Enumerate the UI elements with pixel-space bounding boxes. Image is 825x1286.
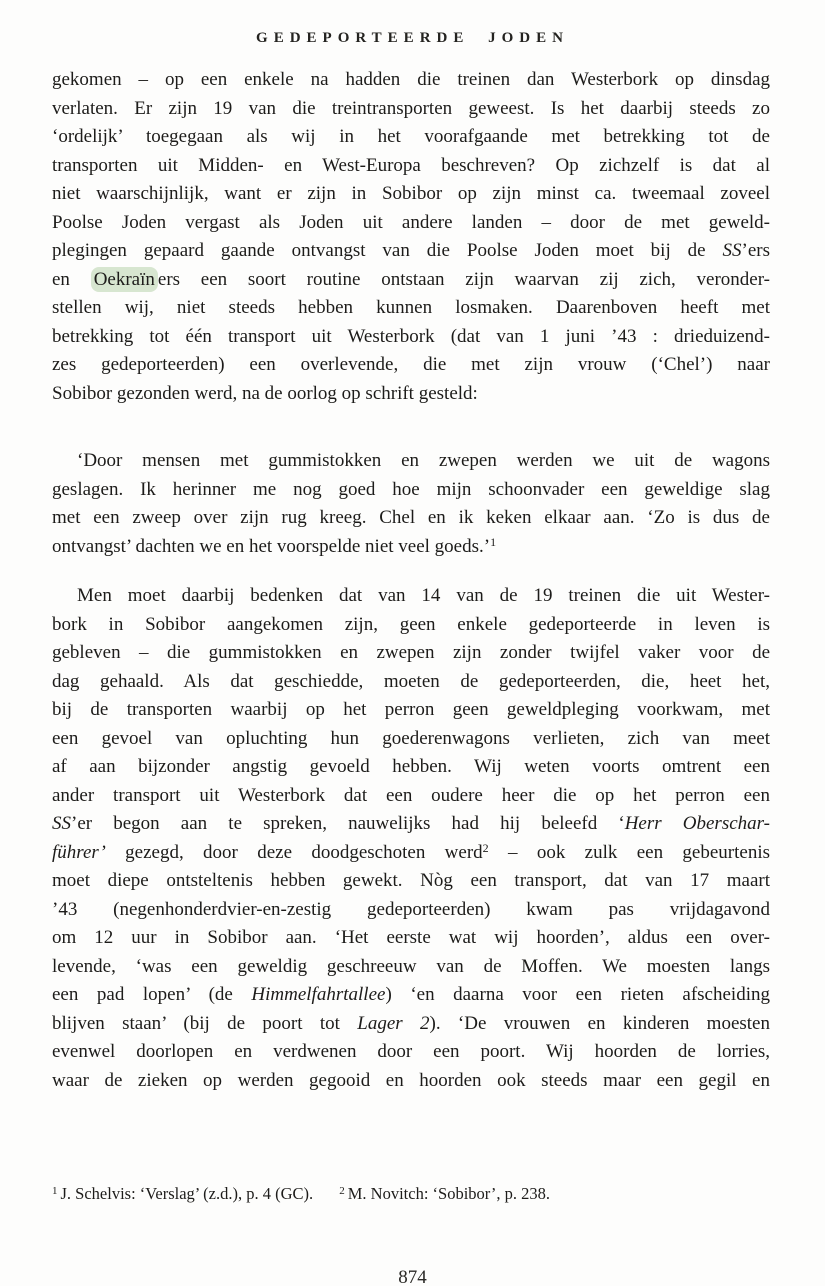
text-line [52, 810, 770, 839]
paragraph-main [52, 582, 770, 1095]
text-line [52, 725, 770, 754]
italic-text: führer’ [52, 841, 106, 863]
text-line [52, 323, 770, 352]
italic-text: Lager 2 [357, 1012, 430, 1034]
text-line [52, 782, 770, 811]
text-segment: moet diepe ontsteltenis hebben gewekt. Nòg een transport, dat van 17 maart [52, 870, 770, 891]
text-line [52, 611, 770, 640]
text-segment: een gevoel van opluchting hun goederenwagons verlieten, zich van meet [52, 727, 770, 749]
text-segment: ontvangst’ dachten we en het voorspelde niet veel goeds.’ [52, 535, 491, 557]
text-line [52, 380, 770, 409]
text-segment: ). ‘De vrouwen en kinderen moesten [429, 1012, 770, 1034]
text-segment: stellen wij, niet steeds hebben kunnen losmaken. Daarenboven heeft met [52, 297, 770, 318]
text-segment: ’er begon aan te spreken, nauwelijks had hij beleefd ‘ [71, 813, 625, 834]
text-segment: een pad lopen’ (de [52, 984, 252, 1005]
body-text [52, 66, 770, 1095]
text-line [52, 533, 770, 562]
text-segment: bork in Sobibor aangekomen zijn, geen enkele gedeporteerde in leven is [52, 613, 770, 635]
superscript-marker: 1 [490, 534, 497, 549]
text-segment: Poolse Joden vergast als Joden uit andere landen – door de met geweld- [52, 211, 770, 233]
text-segment: verlaten. Er zijn 19 van die treintransporten geweest. Is het daarbij steeds zo [52, 97, 770, 119]
text-segment: niet waarschijnlijk, want er zijn in Sobibor op zijn minst ca. tweemaal zoveel [52, 183, 770, 204]
text-line [52, 582, 770, 611]
text-segment: evenwel doorlopen en verdwenen door een poort. Wij hoorden de lorries, [52, 1041, 770, 1062]
text-line [52, 1038, 770, 1067]
text-segment: Sobibor gezonden werd, na de oorlog op schrift gesteld: [52, 382, 478, 404]
footnote-2 [339, 1184, 550, 1203]
highlight: Oekraïn [91, 267, 158, 292]
text-line [52, 476, 770, 505]
italic-text: Herr Oberschar- [624, 813, 770, 834]
text-line [52, 123, 770, 152]
text-line [52, 924, 770, 953]
text-segment: – ook zulk een gebeurtenis [488, 841, 770, 863]
page-number: 874 [398, 1267, 427, 1286]
text-line [52, 1010, 770, 1039]
text-segment: waar de zieken op werden gegooid en hoorden ook steeds maar een gegil en [52, 1069, 770, 1091]
text-segment: ander transport uit Westerbork dat een oudere heer die op het perron een [52, 784, 770, 806]
footnote-2-marker: 2 [339, 1185, 345, 1197]
text-segment: ’43 (negenhonderdvier-en-zestig gedeporteerden) kwam pas vrijdagavond [52, 898, 770, 920]
text-segment: af aan bijzonder angstig gevoeld hebben. Wij weten voorts omtrent een [52, 756, 770, 777]
text-line [52, 981, 770, 1010]
text-line [52, 753, 770, 782]
text-segment: zes gedeporteerden) een overlevende, die met zijn vrouw (‘Chel’) naar [52, 354, 770, 375]
paragraph-opening [52, 66, 770, 408]
text-segment: ers een soort routine ontstaan zijn waarvan zij zich, veronder- [157, 268, 770, 290]
text-line [52, 696, 770, 725]
text-segment: blijven staan’ (bij de poort tot [52, 1012, 358, 1034]
footnote-1 [52, 1184, 313, 1203]
text-segment: met een zweep over zijn rug kreeg. Chel en ik keken elkaar aan. ‘Zo is dus de [52, 507, 770, 528]
text-segment: gekomen – op een enkele na hadden die treinen dan Westerbork op dinsdag [52, 69, 770, 90]
block-quote [52, 447, 770, 561]
text-line [52, 504, 770, 533]
text-segment: Men moet daarbij bedenken dat van 14 van de 19 treinen die uit Wester- [77, 585, 770, 606]
italic-text: Himmelfahrtallee [251, 984, 386, 1005]
text-segment: om 12 uur in Sobibor aan. ‘Het eerste wat wij hoorden’, aldus een over- [52, 927, 770, 948]
text-line [52, 294, 770, 323]
text-line [52, 668, 770, 697]
text-line [52, 953, 770, 982]
text-line [52, 839, 770, 868]
text-line [52, 152, 770, 181]
running-head-title: GEDEPORTEERDE JODEN [256, 30, 569, 46]
text-segment: ) ‘en daarna voor een rieten afscheiding [385, 984, 770, 1005]
page-header [0, 29, 825, 47]
text-segment: betrekking tot één transport uit Westerbork (dat van 1 juni ’43 : drieduizend- [52, 325, 770, 347]
text-line [52, 237, 770, 266]
text-line [52, 896, 770, 925]
footnote-1-text: J. Schelvis: ‘Verslag’ (z.d.), p. 4 (GC). [60, 1184, 314, 1203]
superscript-marker: 2 [482, 840, 489, 855]
text-segment: ‘ordelijk’ toegegaan als wij in het voorafgaande met betrekking tot de [52, 126, 770, 147]
text-segment: en [52, 268, 91, 290]
text-segment: bij de transporten waarbij op het perron geen geweldpleging voorkwam, met [52, 699, 770, 720]
text-segment: gebleven – die gummistokken en zwepen zijn zonder twijfel vaker voor de [52, 642, 770, 663]
text-segment: dag gehaald. Als dat geschiedde, moeten de gedeporteerden, die, heet het, [52, 670, 770, 692]
text-segment: ’ers [741, 240, 770, 261]
text-line [52, 66, 770, 95]
text-segment: plegingen gepaard gaande ontvangst van die Poolse Joden moet bij de [52, 240, 723, 261]
text-line [52, 351, 770, 380]
italic-text: SS [52, 813, 71, 834]
text-line [52, 209, 770, 238]
italic-text: SS [722, 240, 742, 261]
text-segment: geslagen. Ik herinner me nog goed hoe mijn schoonvader een geweldige slag [52, 478, 770, 500]
text-line [52, 447, 770, 476]
text-line [52, 867, 770, 896]
text-segment: ‘Door mensen met gummistokken en zwepen werden we uit de wagons [77, 450, 770, 471]
footnote-1-marker: 1 [52, 1185, 58, 1197]
text-segment: gezegd, door deze doodgeschoten werd [105, 841, 483, 863]
text-segment: levende, ‘was een geweldig geschreeuw van de Moffen. We moesten langs [52, 955, 770, 977]
footnote-area [52, 1183, 770, 1207]
text-line [52, 180, 770, 209]
text-line [52, 1067, 770, 1096]
text-line [52, 639, 770, 668]
footnote-2-text: M. Novitch: ‘Sobibor’, p. 238. [347, 1184, 551, 1203]
text-segment: transporten uit Midden- en West-Europa beschreven? Op zichzelf is dat al [52, 154, 770, 176]
text-line [52, 95, 770, 124]
text-line [52, 266, 770, 295]
